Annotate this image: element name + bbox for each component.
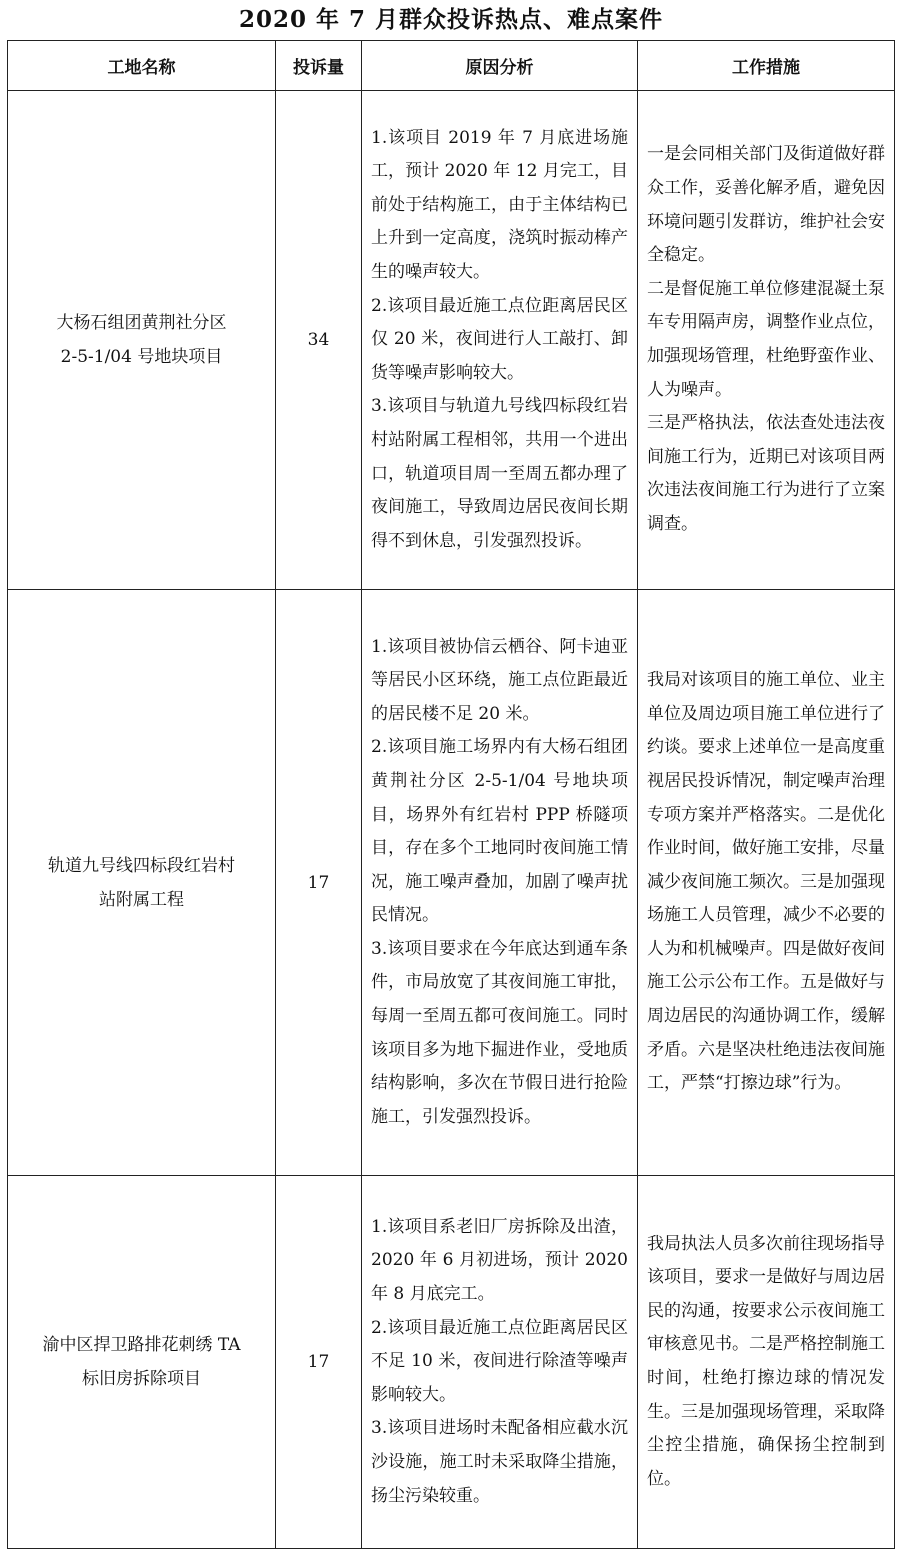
measure-item: 二是督促施工单位修建混凝土泵车专用隔声房，调整作业点位，加强现场管理，杜绝野蛮作业、人为噪声。 bbox=[647, 278, 885, 400]
complaints-table bbox=[7, 40, 895, 1549]
cause-item: 3.该项目进场时未配备相应截水沉沙设施，施工时未采取降尘措施，扬尘污染较重。 bbox=[371, 1418, 628, 1506]
measure-item: 三是严格执法，依法查处违法夜间施工行为，近期已对该项目两次违法夜间施工行为进行了立案调查。 bbox=[647, 413, 885, 534]
measures-cell bbox=[638, 91, 895, 590]
table-row bbox=[8, 91, 895, 590]
cause-item: 1.该项目 2019 年 7 月底进场施工，预计 2020 年 12 月完工，目前处于结构施工，由于主体结构已上升到一定高度，浇筑时振动棒产生的噪声较大。 bbox=[371, 127, 628, 283]
measure-item: 一是会同相关部门及街道做好群众工作，妥善化解矛盾，避免因环境问题引发群访，维护社会安全稳定。 bbox=[647, 144, 885, 266]
cause-item: 2.该项目施工场界内有大杨石组团黄荆社分区 2-5-1/04 号地块项目，场界外有红岩村 PPP 桥隧项目，存在多个工地同时夜间施工情况，施工噪声叠加，加剧了噪声扰民情况。 bbox=[371, 737, 628, 926]
site-name-line: 大杨石组团黄荆社分区 bbox=[56, 313, 227, 333]
table-row bbox=[8, 590, 895, 1176]
cause-analysis-cell bbox=[362, 590, 638, 1176]
complaint-count-cell: 34 bbox=[276, 91, 362, 590]
cause-analysis-cell bbox=[362, 91, 638, 590]
table-row bbox=[8, 1176, 895, 1549]
measures-cell bbox=[638, 590, 895, 1176]
site-name-cell bbox=[8, 91, 276, 590]
table-header-row bbox=[8, 41, 895, 91]
cause-item: 1.该项目被协信云栖谷、阿卡迪亚等居民小区环绕，施工点位距最近的居民楼不足 20 米。 bbox=[371, 636, 628, 724]
header-measures: 工作措施 bbox=[638, 41, 895, 91]
site-name-line: 标旧房拆除项目 bbox=[82, 1369, 201, 1389]
cause-item: 2.该项目最近施工点位距离居民区不足 10 米，夜间进行除渣等噪声影响较大。 bbox=[371, 1317, 628, 1405]
measures-cell bbox=[638, 1176, 895, 1549]
site-name-line: 2-5-1/04 号地块项目 bbox=[60, 347, 223, 367]
document-title: 2020 年 7 月群众投诉热点、难点案件 bbox=[238, 6, 664, 33]
cause-item: 2.该项目最近施工点位距离居民区仅 20 米，夜间进行人工敲打、卸货等噪声影响较大。 bbox=[371, 295, 628, 383]
measure-item: 我局执法人员多次前往现场指导该项目，要求一是做好与周边居民的沟通，按要求公示夜间施工审核意见书。二是严格控制施工时间，杜绝打擦边球的情况发生。三是加强现场管理，采取降尘控尘措施，确保扬尘控制到位。 bbox=[647, 1233, 885, 1489]
cause-item: 3.该项目要求在今年底达到通车条件，市局放宽了其夜间施工审批，每周一至周五都可夜间施工。同时该项目多为地下掘进作业，受地质结构影响，多次在节假日进行抢险施工，引发强烈投诉。 bbox=[371, 938, 628, 1127]
cause-item: 1.该项目系老旧厂房拆除及出渣，2020 年 6 月初进场，预计 2020 年 8 月底完工。 bbox=[371, 1216, 628, 1305]
complaint-count-cell: 17 bbox=[276, 1176, 362, 1549]
site-name-cell bbox=[8, 1176, 276, 1549]
complaint-count-cell: 17 bbox=[276, 590, 362, 1176]
header-complaint-count: 投诉量 bbox=[276, 41, 362, 91]
header-cause-analysis: 原因分析 bbox=[362, 41, 638, 91]
site-name-line: 轨道九号线四标段红岩村 bbox=[48, 855, 235, 876]
site-name-line: 渝中区捍卫路排花刺绣 TA bbox=[42, 1335, 241, 1355]
site-name-line: 站附属工程 bbox=[99, 889, 184, 910]
site-name-cell bbox=[8, 590, 276, 1176]
cause-item: 3.该项目与轨道九号线四标段红岩村站附属工程相邻，共用一个进出口，轨道项目周一至周五都办理了夜间施工，导致周边居民夜间长期得不到休息，引发强烈投诉。 bbox=[371, 396, 628, 551]
cause-analysis-cell bbox=[362, 1176, 638, 1549]
measure-item: 我局对该项目的施工单位、业主单位及周边项目施工单位进行了约谈。要求上述单位一是高度重视居民投诉情况，制定噪声治理专项方案并严格落实。二是优化作业时间，做好施工安排，尽量减少夜间施工频次。三是加强现场施工人员管理，减少不必要的人为和机械噪声。四是做好夜间施工公示公布工作。五是做好与周边居民的沟通协调工作，缓解矛盾。六是坚决杜绝违法夜间施工，严禁“打擦边球”行为。 bbox=[647, 670, 885, 1094]
header-site-name: 工地名称 bbox=[8, 41, 276, 91]
